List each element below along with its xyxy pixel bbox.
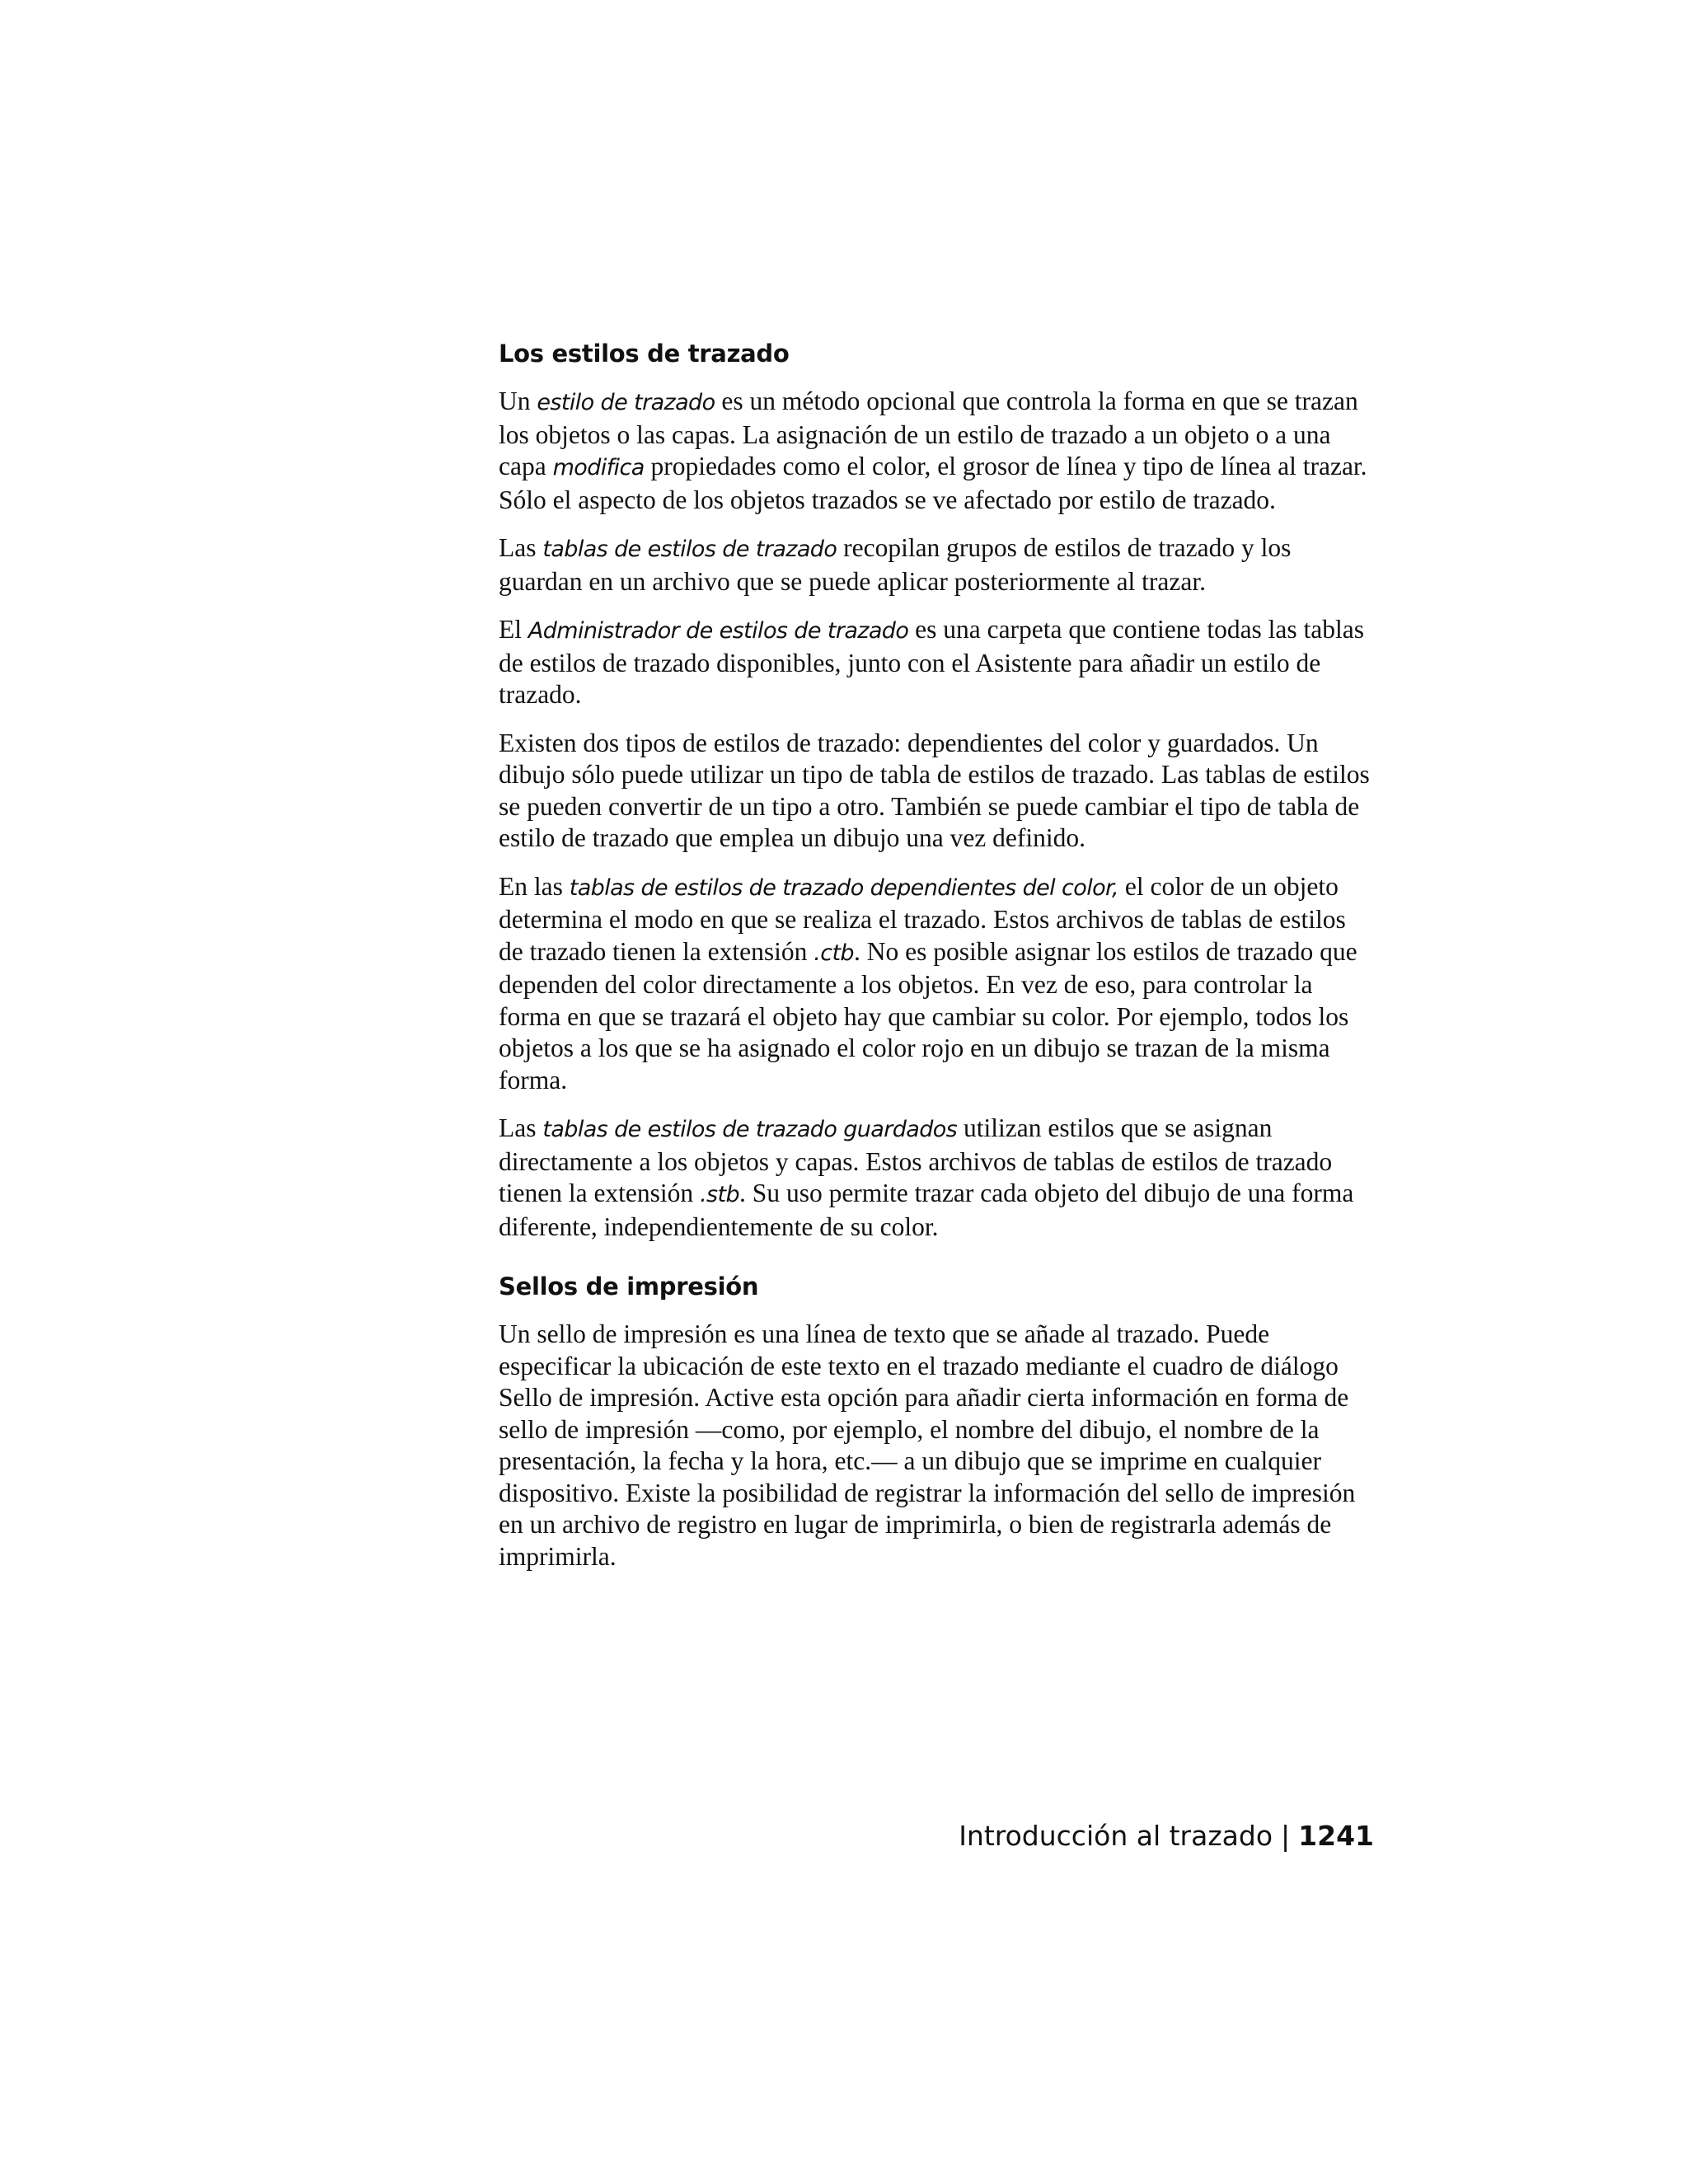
paragraph-tipos-estilos: Existen dos tipos de estilos de trazado: dependientes del color y guardados. Un dibujo sólo puede utilizar un tipo de tabla de estilos de trazado. Las tablas de estilos se pueden convertir de un tipo a otro. También se puede cambiar el tipo de tabla de estilo de trazado que emplea un dibujo una vez definido. bbox=[499, 728, 1370, 852]
paragraph-estilo-definicion bbox=[499, 386, 1374, 516]
text-run: . Su uso permite trazar cada objeto del dibujo de una forma diferente, independientemente de su color. bbox=[499, 1179, 1354, 1241]
text-run: Un bbox=[499, 387, 537, 415]
italic-term: tablas de estilos de trazado dependientes del color, bbox=[569, 874, 1119, 901]
text-run: es un método opcional que controla la forma en que se trazan los objetos o las capas. La asignación de un estilo de trazado a un objeto o a una capa bbox=[499, 387, 1358, 480]
page-footer bbox=[959, 1820, 1374, 1853]
text-run: utilizan estilos que se asignan directamente a los objetos y capas. Estos archivos de tablas de estilos de trazado tienen la extensión bbox=[499, 1113, 1333, 1207]
section-heading-estilos: Los estilos de trazado bbox=[499, 340, 790, 368]
text-run: En las bbox=[499, 871, 570, 901]
italic-term: modifica bbox=[552, 455, 645, 480]
footer-chapter-title: Introducción al trazado bbox=[959, 1820, 1273, 1852]
file-extension: .ctb bbox=[814, 940, 854, 966]
text-run: El bbox=[499, 615, 528, 644]
page-number: 1241 bbox=[1298, 1820, 1374, 1852]
text-run: es una carpeta que contiene todas las tablas de estilos de trazado disponibles, junto con el Asistente para añadir un estilo de trazado. bbox=[499, 615, 1365, 709]
footer-separator: | bbox=[1281, 1820, 1291, 1852]
paragraph-sello-impresion: Un sello de impresión es una línea de texto que se añade al trazado. Puede especificar la ubicación de este texto en el trazado mediante el cuadro de diálogo Sello de impresión. Active esta opción para añadir cierta información en forma de sello de impresión —como, por ejemplo, el nombre del dibujo, el nombre de la presentación, la fecha y la hora, etc.— a un dibujo que se imprime en cualquier dispositivo. Existe la posibilidad de registrar la información del sello de impresión en un archivo de registro en lugar de imprimirla, o bien de registrarla además de imprimirla. bbox=[499, 1319, 1356, 1571]
text-run: . No es posible asignar los estilos de trazado que dependen del color directamente a los objetos. En vez de eso, para controlar la forma en que se trazará el objeto hay que cambiar su color. Por ejemplo, todos los objetos a los que se ha asignado el color rojo en un dibujo se trazan de la misma forma. bbox=[499, 936, 1357, 1094]
italic-term: tablas de estilos de trazado guardados bbox=[542, 1117, 958, 1142]
text-column bbox=[499, 338, 1374, 1589]
italic-term: estilo de trazado bbox=[537, 390, 715, 415]
paragraph-dependientes-color bbox=[499, 871, 1374, 1097]
file-extension: .stb bbox=[700, 1182, 740, 1207]
italic-term: tablas de estilos de trazado bbox=[542, 537, 837, 562]
text-run: propiedades como el color, el grosor de línea y tipo de línea al trazar. Sólo el aspecto de los objetos trazados se ve afectado por estilo de trazado. bbox=[499, 452, 1367, 514]
paragraph-guardados bbox=[499, 1113, 1374, 1243]
text-run: el color de un objeto determina el modo en que se realiza el trazado. Estos archivos de tablas de estilos de trazado tienen la extensión bbox=[499, 871, 1346, 966]
text-run: Las bbox=[499, 1113, 543, 1142]
paragraph-administrador bbox=[499, 614, 1374, 711]
text-run: recopilan grupos de estilos de trazado y los guardan en un archivo que se puede aplicar posteriormente al trazar. bbox=[499, 533, 1292, 596]
paragraph-tablas-estilos bbox=[499, 532, 1374, 598]
italic-term: Administrador de estilos de trazado bbox=[528, 618, 909, 644]
section-heading-sellos: Sellos de impresión bbox=[499, 1272, 759, 1301]
text-run: Las bbox=[499, 533, 543, 562]
